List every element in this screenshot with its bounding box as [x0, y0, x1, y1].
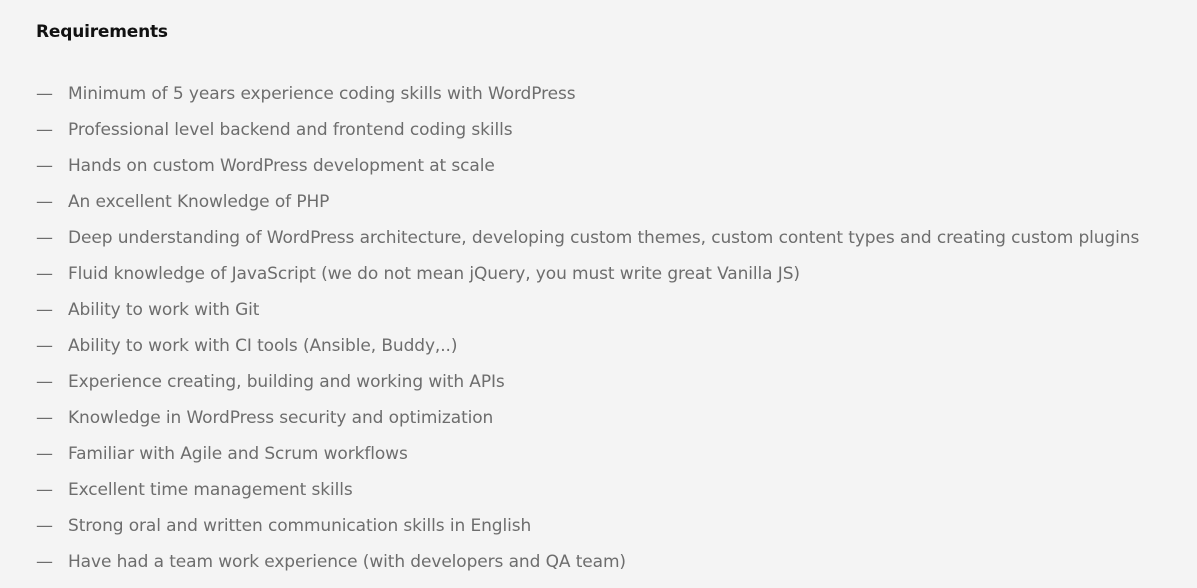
requirement-text: Strong oral and written communication skills in English: [68, 516, 532, 536]
list-item: [36, 328, 1139, 364]
list-item: [36, 292, 1139, 328]
requirement-text: Excellent time management skills: [68, 480, 353, 500]
list-item: [36, 508, 1139, 544]
list-item: [36, 364, 1139, 400]
dash-bullet-icon: —: [36, 228, 53, 248]
dash-bullet-icon: —: [36, 516, 53, 536]
dash-bullet-icon: —: [36, 264, 53, 284]
dash-bullet-icon: —: [36, 336, 53, 356]
dash-bullet-icon: —: [36, 372, 53, 392]
list-item: [36, 112, 1139, 148]
list-item: [36, 220, 1139, 256]
requirement-text: Ability to work with CI tools (Ansible, Buddy,..): [68, 336, 458, 356]
requirement-text: Minimum of 5 years experience coding skills with WordPress: [68, 84, 576, 104]
list-item: [36, 472, 1139, 508]
requirement-text: Have had a team work experience (with developers and QA team): [68, 552, 626, 572]
section-heading: Requirements: [36, 22, 168, 42]
dash-bullet-icon: —: [36, 480, 53, 500]
requirement-text: Hands on custom WordPress development at scale: [68, 156, 495, 176]
requirement-text: An excellent Knowledge of PHP: [68, 192, 330, 212]
requirement-text: Knowledge in WordPress security and optimization: [68, 408, 494, 428]
list-item: [36, 148, 1139, 184]
list-item: [36, 184, 1139, 220]
requirement-text: Experience creating, building and working with APIs: [68, 372, 505, 392]
requirement-text: Professional level backend and frontend coding skills: [68, 120, 513, 140]
dash-bullet-icon: —: [36, 120, 53, 140]
list-item: [36, 76, 1139, 112]
requirement-text: Fluid knowledge of JavaScript (we do not mean jQuery, you must write great Vanilla JS): [68, 264, 800, 284]
dash-bullet-icon: —: [36, 84, 53, 104]
requirement-text: Familiar with Agile and Scrum workflows: [68, 444, 408, 464]
dash-bullet-icon: —: [36, 552, 53, 572]
list-item: [36, 544, 1139, 580]
dash-bullet-icon: —: [36, 300, 53, 320]
requirements-list: [36, 76, 1139, 580]
list-item: [36, 400, 1139, 436]
dash-bullet-icon: —: [36, 156, 53, 176]
requirement-text: Deep understanding of WordPress architecture, developing custom themes, custom content types and creating custom plugins: [68, 228, 1140, 248]
dash-bullet-icon: —: [36, 444, 53, 464]
dash-bullet-icon: —: [36, 408, 53, 428]
dash-bullet-icon: —: [36, 192, 53, 212]
list-item: [36, 256, 1139, 292]
requirement-text: Ability to work with Git: [68, 300, 260, 320]
list-item: [36, 436, 1139, 472]
